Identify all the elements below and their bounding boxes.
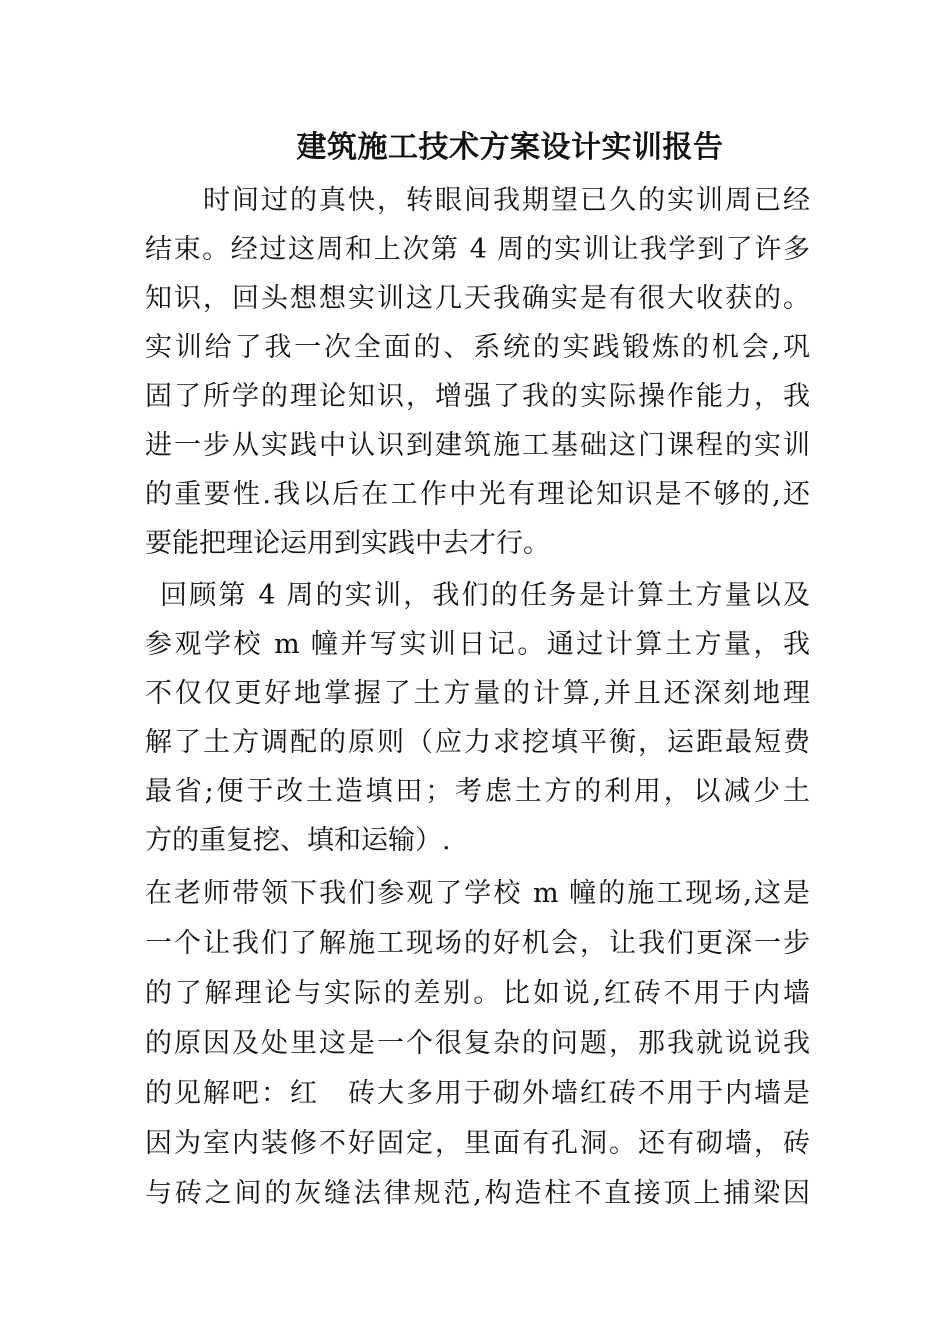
paragraph-line: 因为室内装修不好固定，里面有孔洞。还有砌墙，砖	[145, 1128, 810, 1159]
paragraph-line: 一个让我们了解施工现场的好机会，让我们更深一步	[145, 928, 810, 959]
paragraph-line: 最省;便于改土造填田；考虑土方的利用，以减少土	[145, 776, 810, 807]
paragraph-line: 参观学校 m 幢并写实训日记。通过计算土方量，我	[145, 629, 810, 660]
paragraph-line: 回顾第 4 周的实训，我们的任务是计算土方量以及	[160, 580, 810, 611]
paragraph-line: 的见解吧：红 砖大多用于砌外墙红砖不用于内墙是	[145, 1078, 810, 1109]
paragraph-line: 在老师带领下我们参观了学校 m 幢的施工现场,这是	[145, 878, 810, 909]
paragraph-line: 方的重复挖、填和运输）.	[145, 825, 451, 856]
paragraph-line: 实训给了我一次全面的、系统的实践锻炼的机会,巩	[145, 332, 810, 363]
paragraph-line: 的原因及处里这是一个很复杂的问题，那我就说说我	[145, 1028, 810, 1059]
paragraph-line: 结束。经过这周和上次第 4 周的实训让我学到了许多	[145, 234, 810, 265]
paragraph-line: 解了土方调配的原则（应力求挖填平衡，运距最短费	[145, 727, 810, 758]
paragraph-line: 时间过的真快，转眼间我期望已久的实训周已经	[203, 185, 810, 216]
paragraph-line: 进一步从实践中认识到建筑施工基础这门课程的实训	[145, 430, 810, 461]
paragraph-line: 与砖之间的灰缝法律规范,构造柱不直接顶上捕梁因	[145, 1178, 810, 1209]
document-title: 建筑施工技术方案设计实训报告	[296, 130, 724, 165]
paragraph-line: 知识，回头想想实训这几天我确实是有很大收获的。	[145, 283, 810, 314]
paragraph-line: 固了所学的理论知识，增强了我的实际操作能力，我	[145, 381, 810, 412]
paragraph-line: 的重要性.我以后在工作中光有理论知识是不够的,还	[145, 479, 810, 510]
paragraph-line: 要能把理论运用到实践中去才行。	[145, 528, 550, 559]
paragraph-line: 不仅仅更好地掌握了土方量的计算,并且还深刻地理	[145, 678, 810, 709]
paragraph-line: 的了解理论与实际的差别。比如说,红砖不用于内墙	[145, 978, 810, 1009]
